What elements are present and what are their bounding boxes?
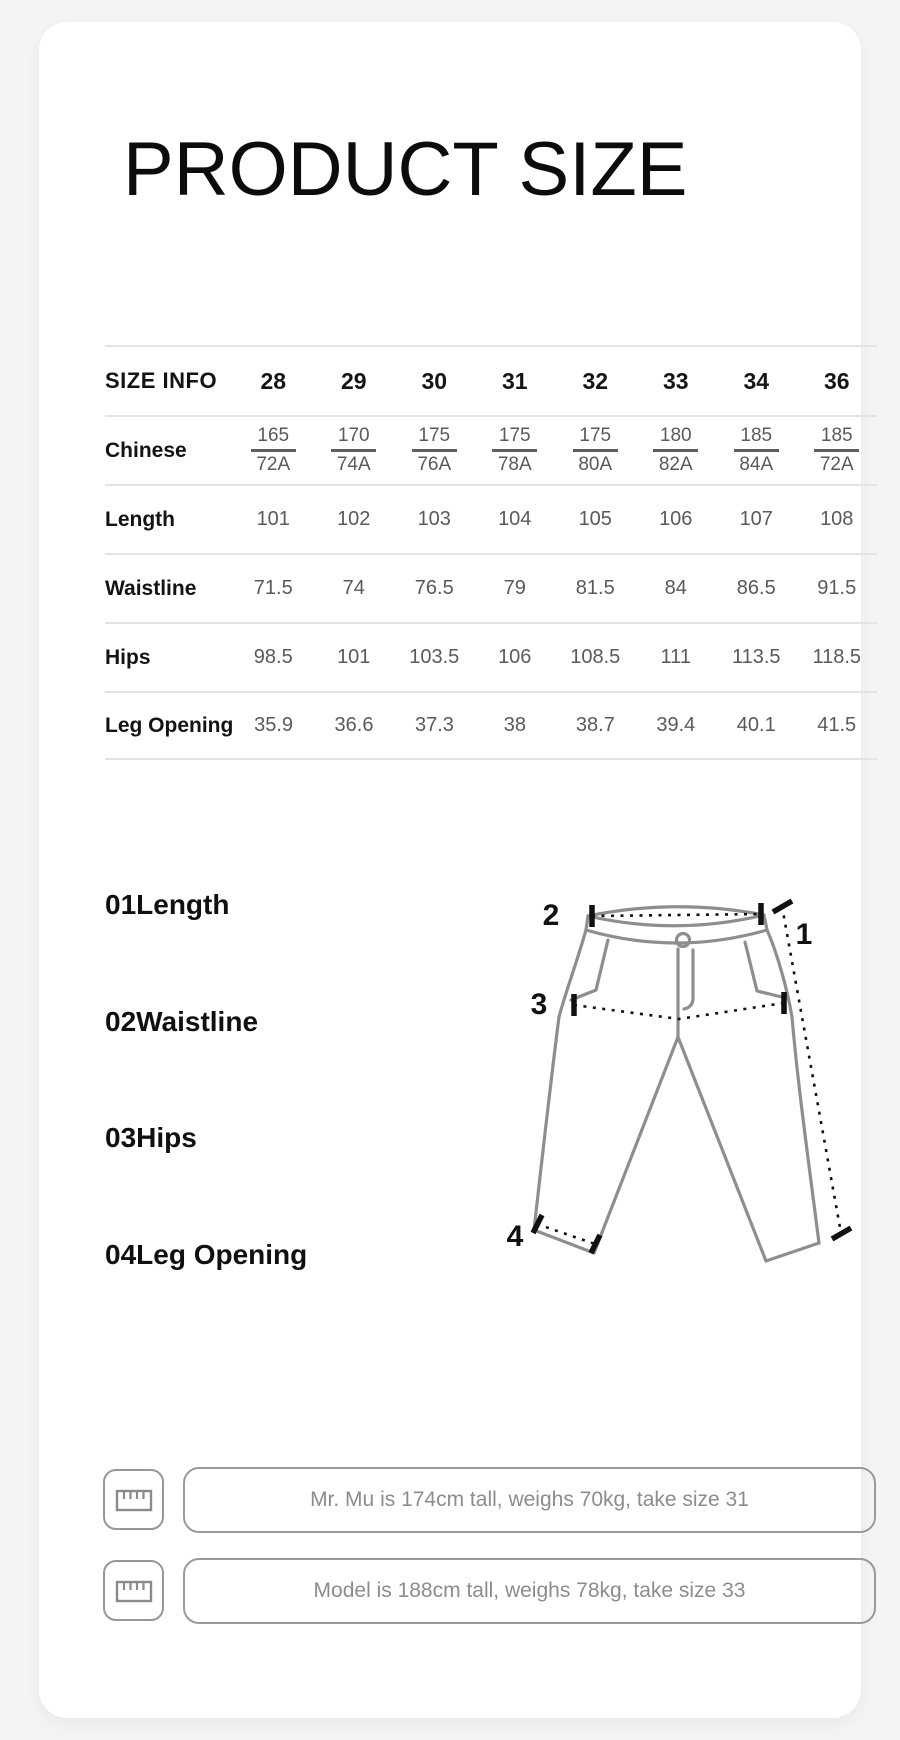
table-cell: 108	[820, 508, 854, 530]
table-cell: 103.5	[409, 646, 460, 668]
table-cell: 71.5	[253, 577, 293, 599]
table-cell: 118.5	[812, 646, 862, 668]
table-cell: 36.6	[334, 714, 374, 736]
fit-note-text: Mr. Mu is 174cm tall, weighs 70kg, take size 31	[310, 1488, 749, 1511]
size-column-header: 33	[662, 367, 689, 394]
row-label-hips: Hips	[105, 645, 151, 669]
row-label-chinese: Chinese	[105, 438, 187, 462]
table-cell: $\frac{185}{84A}$	[716, 425, 797, 476]
table-cell: 113.5	[731, 646, 781, 668]
measure-label-leg-opening: 04Leg Opening	[105, 1239, 308, 1270]
table-row-leg-opening	[105, 691, 877, 760]
table-cell: 107	[739, 508, 773, 530]
table-cell: $\frac{180}{82A}$	[636, 425, 717, 476]
diagram-number-4: 4	[506, 1220, 524, 1253]
table-cell: 84	[664, 577, 687, 599]
table-cell: 38.7	[575, 714, 615, 736]
table-cell: 106	[498, 646, 532, 668]
ruler-icon	[103, 1560, 164, 1621]
table-cell: 86.5	[736, 577, 776, 599]
pants-outline-icon	[534, 907, 819, 1261]
fit-note-text: Model is 188cm tall, weighs 78kg, take size 33	[313, 1579, 746, 1602]
size-column-header: 32	[582, 367, 609, 394]
table-cell: 76.5	[414, 577, 454, 599]
size-column-header: 36	[823, 367, 850, 394]
table-cell: 37.3	[414, 714, 454, 736]
table-cell: $\frac{185}{72A}$	[797, 425, 878, 476]
table-row-hips	[105, 622, 877, 691]
table-cell: 102	[337, 508, 371, 530]
table-row-length	[105, 484, 877, 553]
fit-note-row	[183, 1558, 876, 1624]
product-size-card	[39, 22, 861, 1718]
pants-diagram	[479, 872, 899, 1292]
table-cell: $\frac{165}{72A}$	[233, 425, 314, 476]
row-label-leg-opening: Leg Opening	[105, 713, 234, 737]
table-cell: 103	[417, 508, 451, 530]
table-cell: 106	[659, 508, 693, 530]
fit-note-row	[183, 1467, 876, 1533]
table-cell: $\frac{175}{78A}$	[475, 425, 556, 476]
measure-label-length: 01Length	[105, 889, 230, 920]
table-cell: 74	[342, 577, 365, 599]
table-cell: 38	[503, 714, 527, 736]
table-row-waistline	[105, 553, 877, 622]
table-cell: 105	[578, 508, 612, 530]
table-cell: $\frac{170}{74A}$	[314, 425, 395, 476]
size-column-header: 34	[743, 367, 770, 394]
size-column-header: 29	[340, 367, 367, 394]
table-cell: 41.5	[817, 714, 857, 736]
table-header-row	[105, 345, 877, 415]
table-cell: 104	[498, 508, 532, 530]
table-cell: 108.5	[570, 646, 621, 668]
row-label-waistline: Waistline	[105, 576, 197, 600]
diagram-number-2: 2	[542, 899, 560, 932]
ruler-icon	[103, 1469, 164, 1530]
size-column-header: 28	[260, 367, 287, 394]
table-cell: 79	[503, 577, 526, 599]
measure-label-hips: 03Hips	[105, 1122, 197, 1153]
table-cell: 40.1	[736, 714, 776, 736]
table-cell: 39.4	[656, 714, 696, 736]
measure-label-waistline: 02Waistline	[105, 1006, 259, 1037]
diagram-number-1: 1	[795, 918, 813, 951]
size-info-label: SIZE INFO	[105, 368, 218, 393]
table-cell: 98.5	[253, 646, 293, 668]
table-cell: 101	[337, 646, 371, 668]
table-cell: 111	[660, 646, 691, 668]
diagram-number-3: 3	[530, 988, 548, 1021]
size-table	[105, 345, 877, 760]
table-cell: $\frac{175}{76A}$	[394, 425, 475, 476]
table-row-chinese	[105, 415, 877, 484]
table-cell: 35.9	[254, 714, 294, 736]
size-column-header: 30	[421, 367, 448, 394]
page-title: PRODUCT SIZE	[123, 127, 688, 212]
size-column-header: 31	[501, 367, 528, 394]
row-label-length: Length	[105, 507, 175, 531]
waist-measure-line	[592, 914, 761, 916]
table-cell: 91.5	[817, 577, 857, 599]
table-cell: 81.5	[575, 577, 615, 599]
table-cell: $\frac{175}{80A}$	[555, 425, 636, 476]
table-cell: 101	[256, 508, 290, 530]
